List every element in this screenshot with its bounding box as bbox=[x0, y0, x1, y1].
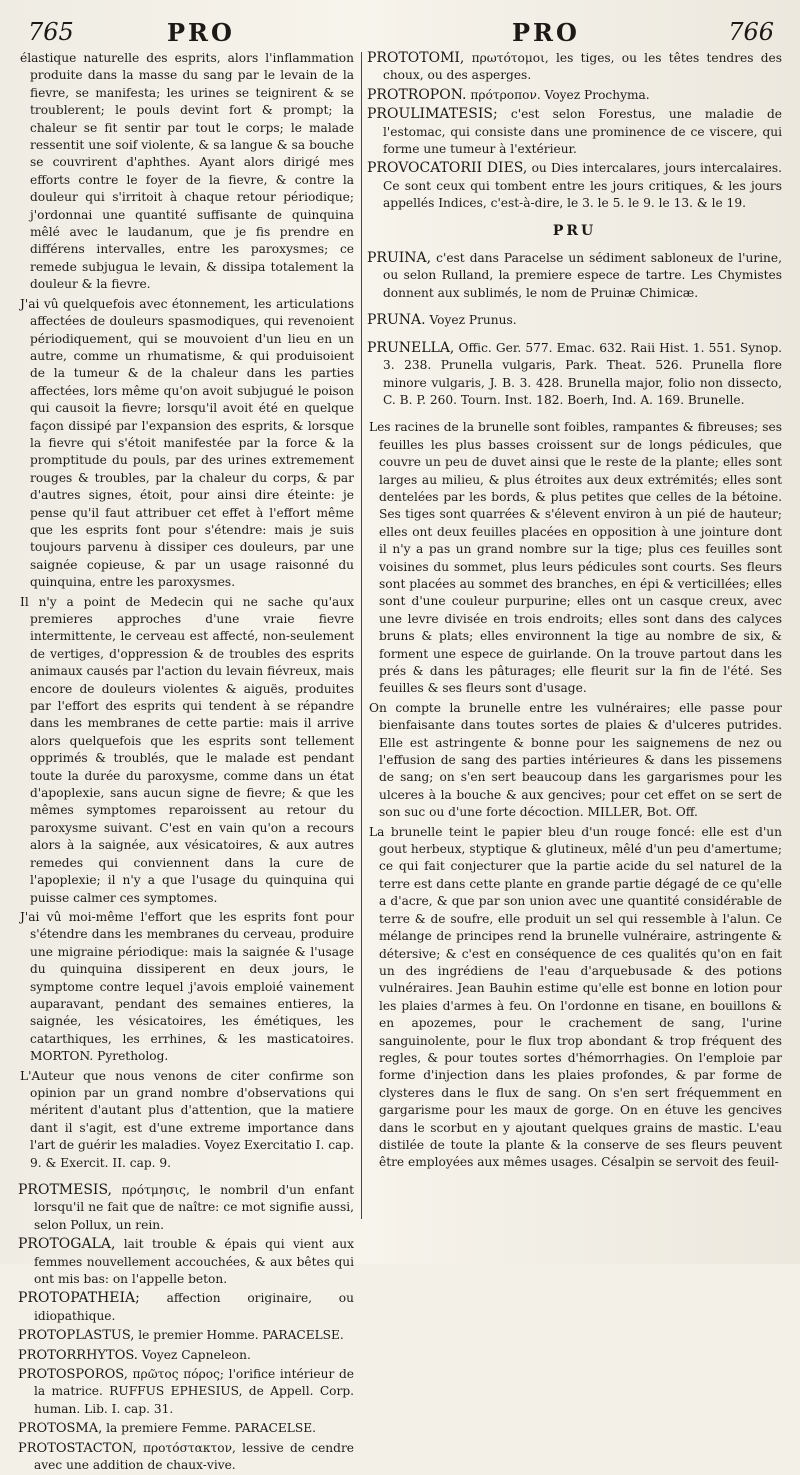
entry-headword: PROTROPON. bbox=[367, 86, 467, 103]
entry-headword: PROTOPATHEIA; bbox=[18, 1290, 140, 1307]
column-divider bbox=[361, 52, 362, 1219]
entry-headword: PROTOGALA, bbox=[18, 1236, 116, 1253]
dictionary-entry bbox=[367, 312, 782, 329]
entry-text: le premier Homme. PARACELSE. bbox=[134, 1328, 344, 1343]
paragraph: élastique naturelle des esprits, alors l'inflammation produite dans la masse du sang par le levain de la fievre, se manifesta; les urines se teignirent & se troublerent; le pouls devint fort & prompt; la chaleur se fit sentir par tout le corps; le malade ressentit une soif violente, & sa langue & sa bouche se couvrirent d'aphthes. Ayant alors dirigé mes efforts contre le foyer de la fievre, & contre la douleur qui s'irritoit à chaque retour périodique; j'ordonnai une quantité suffisante de quinquina mêlé avec le laudanum, que je fis prendre en différens intervalles, entre les paroxysmes; ce remede subjugua le levain, & dissipa totalement la douleur & la fievre. bbox=[20, 51, 354, 292]
dictionary-entry bbox=[18, 1440, 354, 1475]
entry-headword: PROVOCATORII DIES, bbox=[367, 160, 528, 177]
entry-text: c'est selon Forestus, une maladie de l'estomac, qui consiste dans une prominence de ce viscere, qui forme une tumeur à l'extérieur. bbox=[383, 107, 782, 157]
page-header bbox=[22, 18, 778, 54]
entry-text: πρότμησις, le nombril d'un enfant lorsqu'il ne fait que de naître: ce mot signifie aussi, selon Pollux, un rein. bbox=[34, 1183, 354, 1232]
paragraph: On compte la brunelle entre les vulnéraires; elle passe pour bienfaisante dans toutes sortes de plaies & d'ulceres putrides. Elle est astringente & bonne pour les saignemens de nez ou l'effusion de sang des parties intérieures & dans les pissemens de sang; on s'en sert beaucoup dans les gargarismes pour les ulceres à la bouche & aux gencives; pour cet effet on se sert de son suc ou d'une forte décoction. MILLER, Bot. Off. bbox=[369, 700, 782, 820]
entry-headword: PRUINA, bbox=[367, 250, 432, 267]
entry-text: affection originaire, ou idiopathique. bbox=[34, 1291, 354, 1323]
entry-text: lait trouble & épais qui vient aux femmes nouvellement accouchées, & aux bêtes qui ont mis bas: on l'appelle beton. bbox=[34, 1237, 354, 1287]
section-heading: PRU bbox=[552, 222, 597, 239]
entry-headword: PROTOSPOROS, bbox=[18, 1367, 128, 1383]
dictionary-entry bbox=[18, 1290, 354, 1325]
entry-text: la premiere Femme. PARACELSE. bbox=[102, 1421, 316, 1436]
entry-headword: PRUNELLA, bbox=[367, 339, 455, 356]
dictionary-entry bbox=[367, 50, 782, 85]
paragraph: L'Auteur que nous venons de citer confirme son opinion par un grand nombre d'observations qui méritent d'autant plus d'attention, que la matiere dant il s'agit, est d'une extreme importance dans l'art de guérir les maladies. Voyez Exercitatio I. cap. 9. & Exercit. II. cap. 9. bbox=[20, 1068, 354, 1170]
paragraph: J'ai vû quelquefois avec étonnement, les articulations affectées de douleurs spasmodiques, qui revenoient périodiquement, qui se mouvoient d'un lieu en un autre, comme un rhumatisme, & qui produisoient de la tumeur & de la chaleur dans les parties affectées, lors même qu'on avoit subjugué le poison qui causoit la fievre; lorsqu'il avoit été en quelque façon dissipé par l'expansion des esprits, & lorsque la fievre qui s'étoit manifestée par la force & la promptitude du pouls, par des urines extremement rouges & troubles, par la chaleur du corps, & par d'autres signes, étoit, pour ainsi dire éteinte: je pense qu'il faut attribuer cet effet à l'effort même que les esprits font pour s'étendre: mais je suis toujours parvenu à dissiper ces douleurs, par une saignée copieuse, & par un usage raisonné du quinquina, entre les paroxysmes. bbox=[20, 296, 354, 590]
entry-text: προτόσταкτον, lessive de cendre avec une addition de chaux-vive. bbox=[34, 1440, 354, 1473]
dictionary-entry bbox=[367, 106, 782, 158]
paragraph: La brunelle teint le papier bleu d'un rouge foncé: elle est d'un gout herbeux, styptique & glutineux, mêlé d'un peu d'amertume; ce qui fait conjecturer que la partie acide du sel naturel de la terre est dans cette plante en grande partie dégagé de ce qu'elle a d'acre, & que par son union avec une quantité considérable de terre & de soufre, elle produit un sel qui ressemble à l'alun. Ce mélange de principes rend la brunelle vulnéraire, astringente & détersive; & c'est en conséquence de ces qualités qu'on en fait un des ingrédiens de l'eau d'arquebusade & des potions vulnéraires. Jean Bauhin estime qu'elle est bonne en lotion pour les plaies d'armes à feu. On l'ordonne en tisane, en bouillons & en apozemes, pour le crachement de sang, l'urine sanguinolente, pour le flux trop abondant & trop fréquent des regles, & pour toutes sortes d'hémorrhagies. On l'emploie par forme d'injection dans les plaies profondes, & par forme de clysteres dans le flux de sang. On s'en sert fréquemment en gargarisme pour les maux de gorge. On en étuve les gencives dans le scorbut en y ajoutant quelques grains de mastic. L'eau distilée de toute la plante & la conserve de ses fleurs peuvent être employées aux mêmes usages. Césalpin se servoit des feuil- bbox=[369, 824, 782, 1170]
entry-text: πρότροπον. Voyez Prochyma. bbox=[466, 87, 650, 102]
entry-text: c'est dans Paracelse un sédiment sabloneux de l'urine, ou selon Rulland, la premiere espece de tartre. Les Chymistes donnent aux sublimés, le nom de Pruinæ Chimicæ. bbox=[383, 251, 782, 300]
entry-headword: PROTOSTACTON, bbox=[18, 1440, 137, 1456]
left-running-head: PRO bbox=[167, 18, 235, 47]
left-page-number: 765 bbox=[28, 18, 74, 46]
dictionary-entry bbox=[367, 160, 782, 212]
entry-headword: PROTOPLASTUS, bbox=[18, 1328, 135, 1344]
dictionary-entry bbox=[18, 1327, 354, 1344]
right-column bbox=[367, 50, 782, 1224]
dictionary-entry bbox=[18, 1236, 354, 1288]
dictionary-entry bbox=[367, 340, 782, 410]
right-running-head: PRO bbox=[512, 18, 580, 47]
entry-headword: PROTMESIS, bbox=[18, 1182, 112, 1198]
dictionary-entry bbox=[367, 87, 782, 104]
entry-text: ou Dies intercalares, jours intercalaires. Ce sont ceux qui tombent entre les jours critiques, & les jours appellés Indices, c'est-à-dire, le 3. le 5. le 9. le 13. & le 19. bbox=[383, 161, 782, 211]
entry-headword: PROTORRHYTOS. bbox=[18, 1347, 138, 1363]
dictionary-entry bbox=[18, 1347, 354, 1364]
entry-text: Voyez Prunus. bbox=[425, 313, 517, 328]
dictionary-entry bbox=[367, 250, 782, 302]
left-column bbox=[18, 50, 354, 1473]
entry-headword: PRUNA. bbox=[367, 312, 426, 329]
entry-headword: PROTOSMA, bbox=[18, 1421, 103, 1437]
entry-text: Voyez Capneleon. bbox=[137, 1347, 251, 1362]
right-page-number: 766 bbox=[728, 18, 774, 46]
dictionary-entry bbox=[18, 1182, 354, 1234]
paragraph: J'ai vû moi-même l'effort que les esprits font pour s'étendre dans les membranes du cerveau, produire une migraine périodique: mais la saignée & l'usage du quinquina dissiperent en deux jours, le symptome contre lequel j'avois emploié vainement auparavant, pendant des semaines entieres, la saignée, les vésicatoires, les émétiques, les catarthiques, les errhines, & les masticatoires. MORTON. Pyretholog. bbox=[20, 909, 354, 1064]
paragraph: Les racines de la brunelle sont foibles, rampantes & fibreuses; ses feuilles les plus basses croissent sur de longs pédicules, que couvre un peu de duvet ainsi que le reste de la plante; elles sont larges au milieu, & plus étroites aux deux extrémités; elles sont dentelées par les bords, & plus petites que celles de la bétoine. Ses tiges sont quarrées & s'élevent environ à un pié de hauteur; elles ont deux feuilles placées en opposition à une jointure dont il n'y a pas un grand nombre sur la tige; plus ces feuilles sont voisines du sommet, plus leurs pédicules sont courts. Ses fleurs sont placées au sommet des branches, en épi & verticillées; elles sont d'une couleur purpurine; elles ont un casque creux, avec une levre divisée en trois endroits; elles sont dans des calyces bruns & plats; elles environnent la tige au nombre de six, & forment une espece de guirlande. On la trouve partout dans les prés & dans les pâturages; elle fleurit sur la fin de l'été. Ses feuilles & ses fleurs sont d'usage. bbox=[369, 420, 782, 696]
entry-headword: PROULIMATESIS; bbox=[367, 106, 498, 123]
dictionary-entry bbox=[18, 1420, 354, 1437]
dictionary-entry bbox=[18, 1366, 354, 1418]
paragraph: Il n'y a point de Medecin qui ne sache qu'aux premieres approches d'une vraie fievre intermittente, le cerveau est affecté, non-seulement de vertiges, d'oppression & de troubles des esprits animaux causés par l'action du levain fiévreux, mais encore de douleurs violentes & aiguës, produites par l'effort des esprits qui tendent à se répandre dans les membranes de cette partie: mais il arrive alors quelquefois que les esprits sont tellement opprimés & troublés, que le malade est pendant toute la durée du paroxysme, comme dans un état d'apoplexie, sans aucun signe de fievre; & que les mêmes symptomes reparoissent au retour du paroxysme suivant. C'est en vain qu'on a recours alors à la saignée, aux vésicatoires, & aux autres remedes qui conviennent dans la cure de l'apoplexie; il n'y a que l'usage du quinquina qui puisse calmer ces symptomes. bbox=[20, 594, 354, 905]
entry-text: πρωτότομοι, les tiges, ou les têtes tendres des choux, ou des asperges. bbox=[383, 51, 782, 83]
entry-text: πρῶτος πόρος; l'orifice intérieur de la matrice. RUFFUS EPHESIUS, de Appell. Corp. human. Lib. I. cap. 31. bbox=[34, 1367, 354, 1416]
entry-text: Offic. Ger. 577. Emac. 632. Raii Hist. 1. 551. Synop. 3. 238. Prunella vulgaris, Park. Theat. 526. Prunella flore minore vulgaris, J. B. 3. 428. Brunella major, folio non dissecto, C. B. P. 260. Tourn. Inst. 182. Boerh, Ind. A. 169. Brunelle. bbox=[383, 340, 782, 407]
entry-headword: PROTOTOMI, bbox=[367, 50, 465, 66]
